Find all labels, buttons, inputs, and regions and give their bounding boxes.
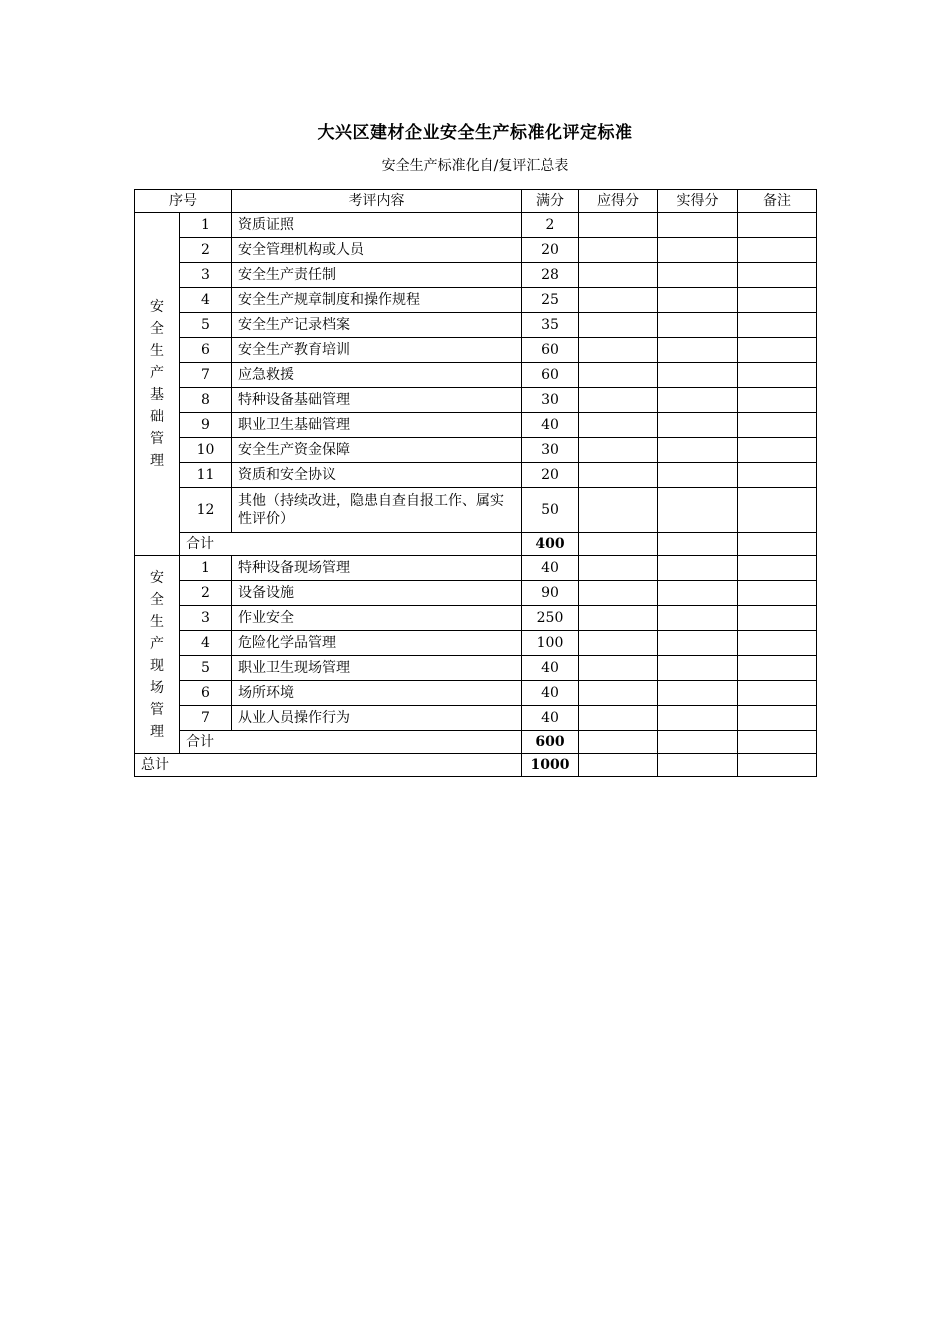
total-remark [738,754,817,777]
category-cell [135,213,180,556]
item-actual-score [658,656,738,681]
subtotal-expected [579,731,658,754]
item-expected-score [579,363,658,388]
item-number: 4 [180,631,232,656]
item-number: 2 [180,238,232,263]
header-expected-score: 应得分 [579,190,658,213]
total-expected [579,754,658,777]
table-row [135,413,817,438]
item-number: 1 [180,213,232,238]
item-expected-score [579,463,658,488]
item-full-score: 50 [522,488,579,533]
item-expected-score [579,338,658,363]
subtotal-expected [579,533,658,556]
item-remark [738,388,817,413]
item-remark [738,656,817,681]
item-number: 12 [180,488,232,533]
item-full-score: 250 [522,606,579,631]
item-content: 作业安全 [232,606,522,631]
item-remark [738,313,817,338]
item-expected-score [579,706,658,731]
item-actual-score [658,581,738,606]
item-actual-score [658,556,738,581]
total-row [135,754,817,777]
category-label: 安全生产现场管理 [150,569,164,740]
header-full-score: 满分 [522,190,579,213]
item-full-score: 2 [522,213,579,238]
table-row [135,363,817,388]
item-content: 设备设施 [232,581,522,606]
item-content: 特种设备现场管理 [232,556,522,581]
header-remark: 备注 [738,190,817,213]
item-actual-score [658,213,738,238]
item-full-score: 40 [522,681,579,706]
item-content: 安全生产教育培训 [232,338,522,363]
item-expected-score [579,681,658,706]
table-row [135,238,817,263]
item-actual-score [658,263,738,288]
item-full-score: 40 [522,706,579,731]
item-full-score: 25 [522,288,579,313]
total-label: 总计 [135,754,522,777]
item-number: 11 [180,463,232,488]
item-expected-score [579,438,658,463]
item-remark [738,463,817,488]
item-number: 4 [180,288,232,313]
item-expected-score [579,656,658,681]
item-actual-score [658,681,738,706]
item-number: 5 [180,656,232,681]
item-number: 10 [180,438,232,463]
category-cell [135,556,180,754]
item-content: 安全生产资金保障 [232,438,522,463]
header-content: 考评内容 [232,190,522,213]
item-actual-score [658,488,738,533]
item-remark [738,363,817,388]
item-remark [738,288,817,313]
subtotal-actual [658,533,738,556]
item-actual-score [658,606,738,631]
header-actual-score: 实得分 [658,190,738,213]
item-full-score: 30 [522,438,579,463]
total-value: 1000 [522,754,579,777]
subtotal-remark [738,533,817,556]
table-row [135,263,817,288]
item-expected-score [579,631,658,656]
subtotal-label: 合计 [180,731,522,754]
item-actual-score [658,288,738,313]
document-title: 大兴区建材企业安全生产标准化评定标准 [317,123,633,143]
table-row [135,338,817,363]
item-full-score: 60 [522,363,579,388]
item-actual-score [658,363,738,388]
subtotal-actual [658,731,738,754]
item-number: 9 [180,413,232,438]
item-remark [738,413,817,438]
item-expected-score [579,388,658,413]
item-remark [738,338,817,363]
item-content: 职业卫生基础管理 [232,413,522,438]
item-actual-score [658,463,738,488]
item-content: 资质和安全协议 [232,463,522,488]
subtotal-value: 400 [522,533,579,556]
item-full-score: 40 [522,413,579,438]
table-row [135,288,817,313]
subtotal-row [135,533,817,556]
table-row [135,631,817,656]
item-actual-score [658,388,738,413]
item-full-score: 90 [522,581,579,606]
item-remark [738,488,817,533]
item-expected-score [579,213,658,238]
item-content: 应急救援 [232,363,522,388]
table-row [135,681,817,706]
item-remark [738,213,817,238]
item-content: 安全生产规章制度和操作规程 [232,288,522,313]
item-full-score: 60 [522,338,579,363]
summary-table [134,189,817,777]
item-content: 危险化学品管理 [232,631,522,656]
item-actual-score [658,631,738,656]
item-content: 安全管理机构或人员 [232,238,522,263]
item-actual-score [658,413,738,438]
table-row [135,606,817,631]
item-remark [738,681,817,706]
item-remark [738,581,817,606]
subtotal-value: 600 [522,731,579,754]
table-row [135,313,817,338]
item-expected-score [579,488,658,533]
item-remark [738,706,817,731]
item-content: 职业卫生现场管理 [232,656,522,681]
item-full-score: 40 [522,656,579,681]
item-remark [738,263,817,288]
item-number: 2 [180,581,232,606]
item-full-score: 20 [522,463,579,488]
item-full-score: 35 [522,313,579,338]
item-remark [738,631,817,656]
item-full-score: 40 [522,556,579,581]
category-label: 安全生产基础管理 [150,299,164,469]
item-content: 场所环境 [232,681,522,706]
item-expected-score [579,581,658,606]
table-row [135,656,817,681]
item-expected-score [579,413,658,438]
item-number: 3 [180,606,232,631]
header-seq: 序号 [135,190,232,213]
item-full-score: 100 [522,631,579,656]
item-number: 7 [180,706,232,731]
item-actual-score [658,338,738,363]
table-row [135,213,817,238]
table-row [135,388,817,413]
item-number: 7 [180,363,232,388]
table-row [135,438,817,463]
item-expected-score [579,263,658,288]
item-full-score: 20 [522,238,579,263]
subtotal-remark [738,731,817,754]
item-content: 其他（持续改进，隐患自查自报工作、属实性评价） [232,488,522,533]
item-content: 特种设备基础管理 [232,388,522,413]
item-content: 安全生产责任制 [232,263,522,288]
item-remark [738,238,817,263]
item-expected-score [579,606,658,631]
item-remark [738,438,817,463]
item-expected-score [579,238,658,263]
item-number: 1 [180,556,232,581]
table-subtitle: 安全生产标准化自/复评汇总表 [381,158,569,174]
item-full-score: 30 [522,388,579,413]
item-actual-score [658,438,738,463]
item-number: 3 [180,263,232,288]
item-remark [738,606,817,631]
item-actual-score [658,706,738,731]
item-full-score: 28 [522,263,579,288]
item-expected-score [579,288,658,313]
subtotal-row [135,731,817,754]
table-row [135,556,817,581]
item-content: 资质证照 [232,213,522,238]
table-header-row [135,190,817,213]
item-actual-score [658,238,738,263]
subtotal-label: 合计 [180,533,522,556]
item-number: 6 [180,681,232,706]
item-expected-score [579,556,658,581]
item-remark [738,556,817,581]
item-number: 6 [180,338,232,363]
table-row [135,488,817,533]
item-number: 8 [180,388,232,413]
table-row [135,706,817,731]
item-expected-score [579,313,658,338]
item-content: 安全生产记录档案 [232,313,522,338]
total-actual [658,754,738,777]
item-content: 从业人员操作行为 [232,706,522,731]
item-actual-score [658,313,738,338]
table-row [135,581,817,606]
table-row [135,463,817,488]
item-number: 5 [180,313,232,338]
